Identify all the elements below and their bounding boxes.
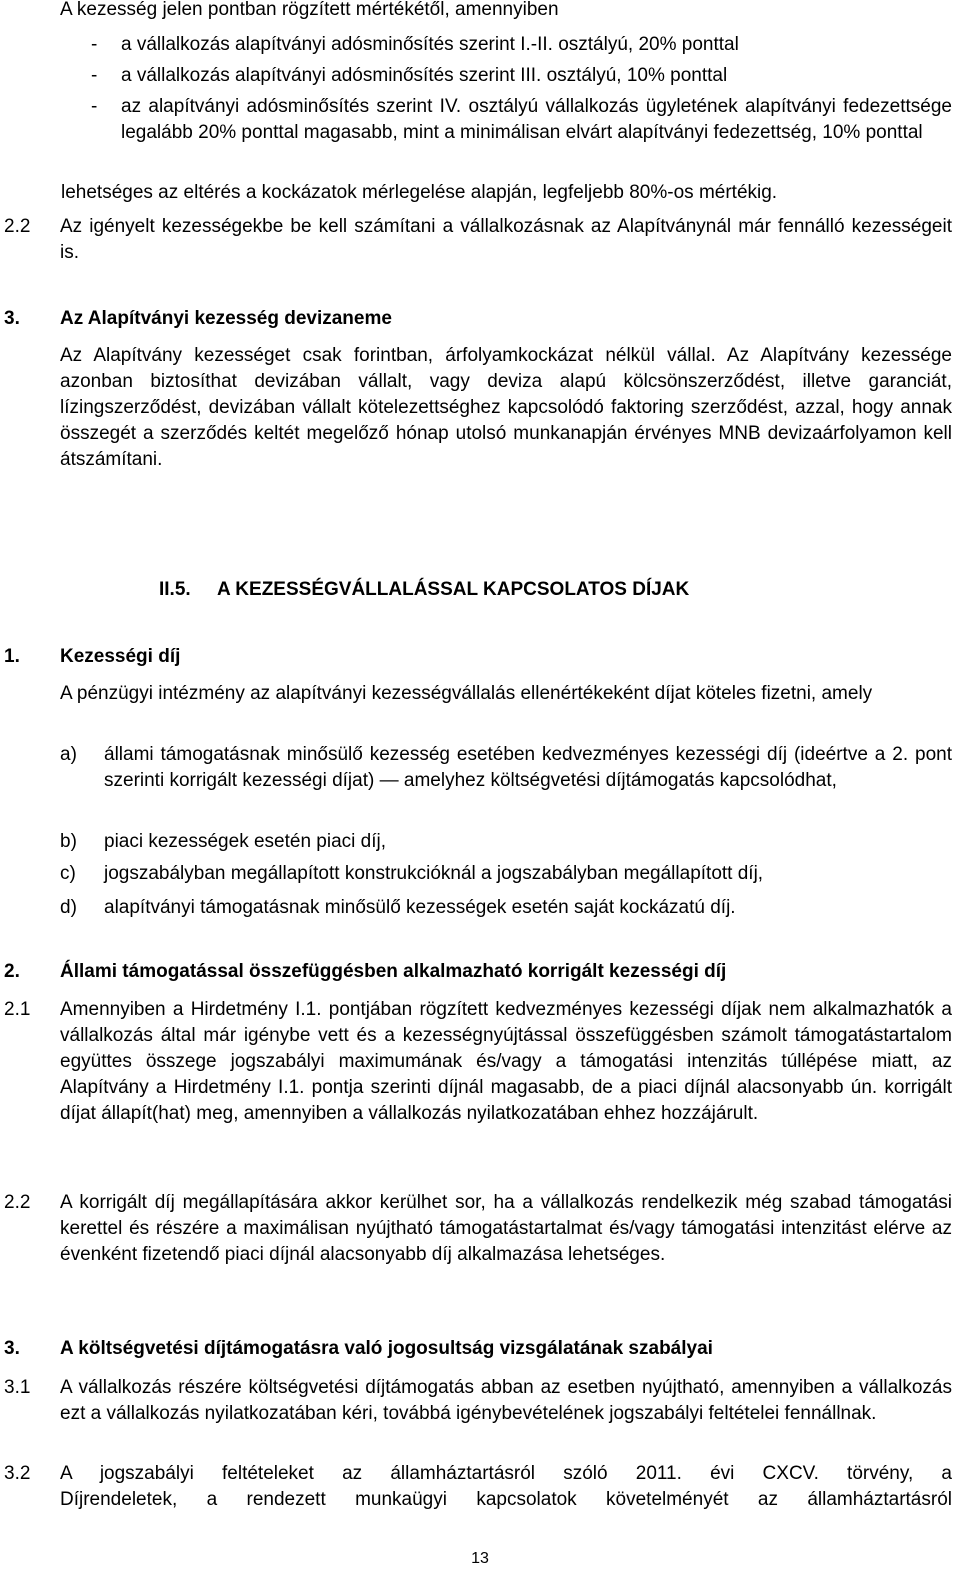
list-label: c) xyxy=(60,863,76,884)
fee1-item-b: piaci kezességek esetén piaci díj, xyxy=(104,831,386,852)
chapter-title: A KEZESSÉGVÁLLALÁSSAL KAPCSOLATOS DÍJAK xyxy=(217,579,690,600)
paragraph-3-2-line-1: A jogszabályi feltételeket az államháztartásról szóló 2011. évi CXCV. törvény, a xyxy=(60,1463,952,1484)
paragraph-3-1: A vállalkozás részére költségvetési díjtámogatás abban az esetben nyújtható, amennyiben a vállalkozás ezt a vállalkozás nyilatkozatában kéri, továbbá igénybevételének jogszabályi feltételei fennállnak. xyxy=(60,1377,952,1424)
paragraph-2-2-fee: A korrigált díj megállapítására akkor kerülhet sor, ha a vállalkozás rendelkezik még szabad támogatási kerettel és részére a maximálisan nyújtható támogatástartalmat és/vagy támogatási intenzitást elérve az évenként fizetendő piaci díjnál alacsonyabb díj alkalmazása lehetséges. xyxy=(60,1192,952,1265)
fee1-item-c: jogszabályban megállapított konstrukcióknál a jogszabályban megállapított díj, xyxy=(104,863,764,884)
section-heading: Kezességi díj xyxy=(60,646,181,667)
intro-item-3: az alapítványi adósminősítés szerint IV. osztályú vállalkozás ügyletének alapítványi fedezettsége legalább 20% ponttal magasabb, mint a minimálisan elvárt alapítványi fedezettség, 10% ponttal xyxy=(121,96,952,143)
page-number: 13 xyxy=(471,1550,489,1567)
section-3-body: Az Alapítvány kezességet csak forintban, árfolyamkockázat nélkül vállal. Az Alapítvány kezessége azonban biztosíthat devizában vállalt, vagy deviza alapú kölcsönszerződést, illetve garanciát, lízingszerződést, devizában vállalt kötelezettséghez kapcsolódó faktoring szerződést, azzal, hogy annak összegét a szerződés keltét megelőző hónap utolsó munkanapján érvényes MNB devizaárfolyamon kell átszámítani. xyxy=(60,345,952,470)
chapter-number: II.5. xyxy=(159,579,191,600)
fee1-item-d: alapítványi támogatásnak minősülő kezességek esetén saját kockázatú díj. xyxy=(104,897,736,918)
intro-item-2: a vállalkozás alapítványi adósminősítés szerint III. osztályú, 10% ponttal xyxy=(121,65,728,86)
list-dash: - xyxy=(91,34,98,55)
intro-lead: A kezesség jelen pontban rögzített mértékétől, amennyiben xyxy=(60,0,559,20)
section-number: 3. xyxy=(4,1338,20,1359)
list-dash: - xyxy=(91,96,98,117)
intro-item-1: a vállalkozás alapítványi adósminősítés szerint I.-II. osztályú, 20% ponttal xyxy=(121,34,739,55)
section-heading: Állami támogatással összefüggésben alkalmazható korrigált kezességi díj xyxy=(60,961,727,982)
section-number: 2.2 xyxy=(4,216,31,237)
intro-tail: lehetséges az eltérés a kockázatok mérlegelése alapján, legfeljebb 80%-os mértékig. xyxy=(61,182,778,203)
section-number: 2. xyxy=(4,961,20,982)
section-number: 3.1 xyxy=(4,1377,31,1398)
fee1-item-a: állami támogatásnak minősülő kezesség esetében kedvezményes kezességi díj (ideértve a 2. pont szerinti korrigált kezességi díjat) — amelyhez költségvetési díjtámogatás kapcsolódhat, xyxy=(104,744,952,791)
paragraph-2-1: Amennyiben a Hirdetmény I.1. pontjában rögzített kedvezményes kezességi díjak nem alkalmazhatók a vállalkozás által már igénybe vett és a kezességnyújtással összefüggésben számolt támogatástartalom együttes összege jogszabályi maximumának és/vagy a támogatási intenzitás túllépése miatt, az Alapítvány a Hirdetmény I.1. pontja szerinti díjnál magasabb, de a piaci díjnál alacsonyabb ún. korrigált díjat állapít(hat) meg, amennyiben a vállalkozás nyilatkozatában ehhez hozzájárult. xyxy=(60,999,952,1124)
section-heading: Az Alapítványi kezesség devizaneme xyxy=(60,308,392,329)
section-number: 3. xyxy=(4,308,20,329)
section-number: 2.2 xyxy=(4,1192,31,1213)
list-label: d) xyxy=(60,897,77,918)
section-heading: A költségvetési díjtámogatásra való jogosultság vizsgálatának szabályai xyxy=(60,1338,713,1359)
fee1-lead: A pénzügyi intézmény az alapítványi kezességvállalás ellenértékeként díjat köteles fizetni, amely xyxy=(60,683,873,704)
list-label: b) xyxy=(60,831,77,852)
section-number: 1. xyxy=(4,646,20,667)
section-number: 2.1 xyxy=(4,999,31,1020)
paragraph-2-2: Az igényelt kezességekbe be kell számítani a vállalkozásnak az Alapítványnál már fennálló kezességeit is. xyxy=(60,216,952,263)
list-label: a) xyxy=(60,744,77,765)
list-dash: - xyxy=(91,65,98,86)
section-number: 3.2 xyxy=(4,1463,31,1484)
paragraph-3-2-line-2: Díjrendeletek, a rendezett munkaügyi kapcsolatok követelményét az államháztartásról xyxy=(60,1489,952,1510)
